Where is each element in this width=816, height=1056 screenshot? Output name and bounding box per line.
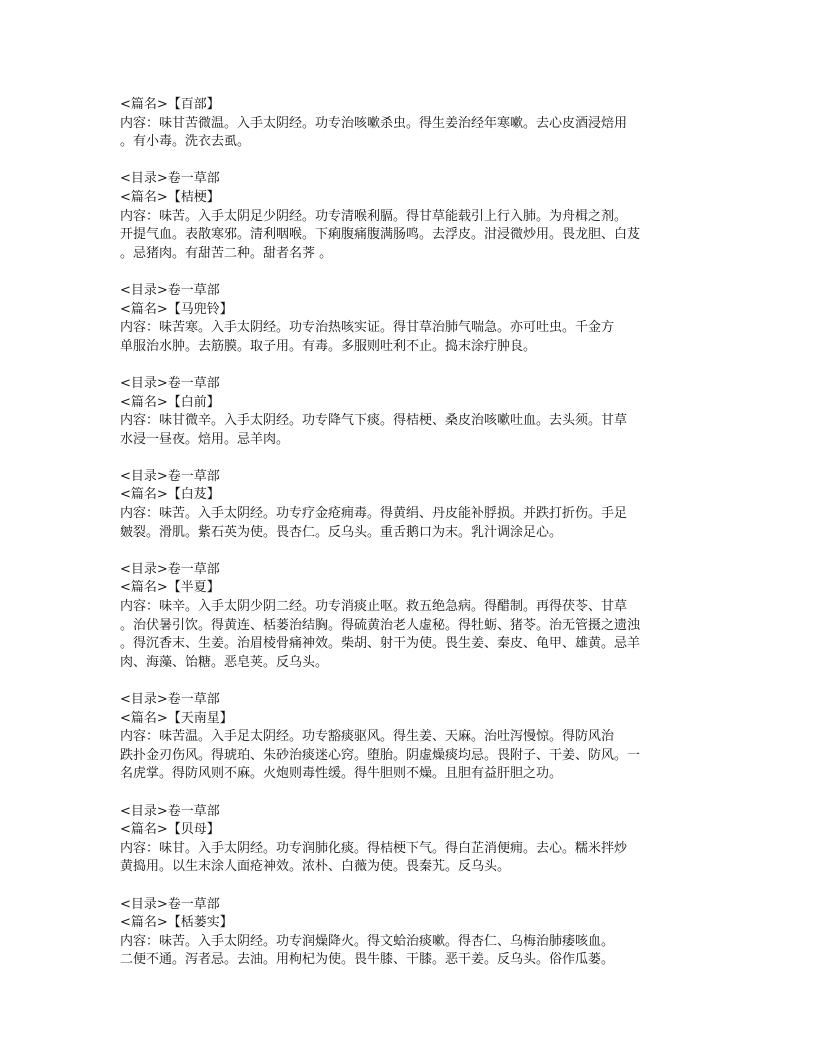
entry-bei-mu [120, 803, 700, 877]
content-text: 黄捣用。以生末涂人面疮神效。浓朴、白薇为使。畏秦艽。反乌头。 [120, 859, 511, 875]
chapter-title: <篇名>【栝蒌实】 [120, 915, 233, 931]
catalog-label: <目录>卷一草部 [120, 803, 220, 819]
entry-bai-qian [120, 375, 700, 449]
content-text: 。得沉香末、生姜。治眉棱骨痛神效。柴胡、射干为使。畏生姜、秦皮、龟甲、雄黄。忌羊 [120, 636, 641, 652]
content-text: 皴裂。滑肌。紫石英为使。畏杏仁。反乌头。重舌鹅口为末。乳汁调涂足心。 [120, 524, 563, 540]
content-text: 跌扑金刃伤风。得琥珀、朱砂治痰迷心窍。堕胎。阴虚燥痰均忌。畏附子、干姜、防风。一 [120, 747, 641, 763]
catalog-label: <目录>卷一草部 [120, 375, 220, 391]
entry-jie-geng [120, 170, 700, 263]
catalog-label: <目录>卷一草部 [120, 282, 220, 298]
entry-ma-dou-ling [120, 282, 700, 356]
content-text: 内容：味甘苦微温。入手太阴经。功专治咳嗽杀虫。得生姜治经年寒嗽。去心皮酒浸焙用 [120, 115, 628, 131]
entry-ban-xia [120, 561, 700, 673]
content-text: 单服治水肿。去筋膜。取子用。有毒。多服则吐利不止。捣末涂疔肿良。 [120, 338, 537, 354]
content-text: 。治伏暑引饮。得黄连、栝蒌治结胸。得硫黄治老人虚秘。得牡蛎、猪苓。治无管摄之遗浊 [120, 617, 641, 633]
content-text: 。有小毒。洗衣去虱。 [120, 134, 251, 150]
content-text: 内容：味苦寒。入手太阴经。功专治热咳实证。得甘草治肺气喘急。亦可吐虫。千金方 [120, 320, 615, 336]
content-text: 内容：味苦。入手太阴经。功专疗金疮痈毒。得黄绢、丹皮能补脬损。并跌打折伤。手足 [120, 506, 628, 522]
chapter-title: <篇名>【贝母】 [120, 822, 220, 838]
content-text: 内容：味辛。入手太阴少阴二经。功专消痰止呕。救五绝急病。得醋制。再得茯苓、甘草 [120, 599, 628, 615]
content-text: 内容：味苦。入手太阴足少阴经。功专清喉利膈。得甘草能载引上行入肺。为舟楫之剂。 [120, 208, 628, 224]
entry-bai-bu [120, 96, 700, 152]
content-text: 内容：味甘微辛。入手太阴经。功专降气下痰。得桔梗、桑皮治咳嗽吐血。去头须。甘草 [120, 413, 628, 429]
chapter-title: <篇名>【白前】 [120, 394, 220, 410]
chapter-title: <篇名>【半夏】 [120, 580, 220, 596]
entry-tian-nan-xing [120, 691, 700, 784]
chapter-title: <篇名>【白芨】 [120, 487, 220, 503]
catalog-label: <目录>卷一草部 [120, 171, 220, 187]
content-text: 肉、海藻、饴糖。恶皂荚。反乌头。 [120, 654, 329, 670]
chapter-title: <篇名>【马兜铃】 [120, 301, 233, 317]
chapter-title: <篇名>【天南星】 [120, 710, 233, 726]
document-page [120, 96, 700, 989]
chapter-title: <篇名>【百部】 [120, 97, 220, 112]
catalog-label: <目录>卷一草部 [120, 692, 220, 707]
content-text: 。忌猪肉。有甜苦二种。甜者名荠 。 [120, 245, 333, 261]
chapter-title: <篇名>【桔梗】 [120, 189, 220, 205]
catalog-label: <目录>卷一草部 [120, 561, 220, 577]
content-text: 二便不通。泻者忌。去油。用枸杞为使。畏牛膝、干膝。恶干姜。反乌头。俗作瓜蒌。 [120, 952, 615, 968]
entry-bai-ji [120, 468, 700, 542]
content-text: 开提气血。表散寒邪。清利咽喉。下痢腹痛腹满肠鸣。去浮皮。泔浸微炒用。畏龙胆、白芨 [120, 227, 641, 243]
content-text: 名虎掌。得防风则不麻。火炮则毒性缓。得牛胆则不燥。且胆有益肝胆之功。 [120, 766, 563, 782]
content-text: 内容：味甘。入手太阴经。功专润肺化痰。得桔梗下气。得白芷消便痈。去心。糯米拌炒 [120, 840, 628, 856]
content-text: 水浸一昼夜。焙用。忌羊肉。 [120, 431, 290, 447]
content-text: 内容：味苦。入手太阴经。功专润燥降火。得文蛤治痰嗽。得杏仁、乌梅治肺痿咳血。 [120, 933, 615, 949]
entry-gua-lou-shi [120, 896, 700, 970]
content-text: 内容：味苦温。入手足太阴经。功专豁痰驱风。得生姜、天麻。治吐泻慢惊。得防风治 [120, 729, 615, 745]
catalog-label: <目录>卷一草部 [120, 896, 220, 912]
catalog-label: <目录>卷一草部 [120, 468, 220, 484]
